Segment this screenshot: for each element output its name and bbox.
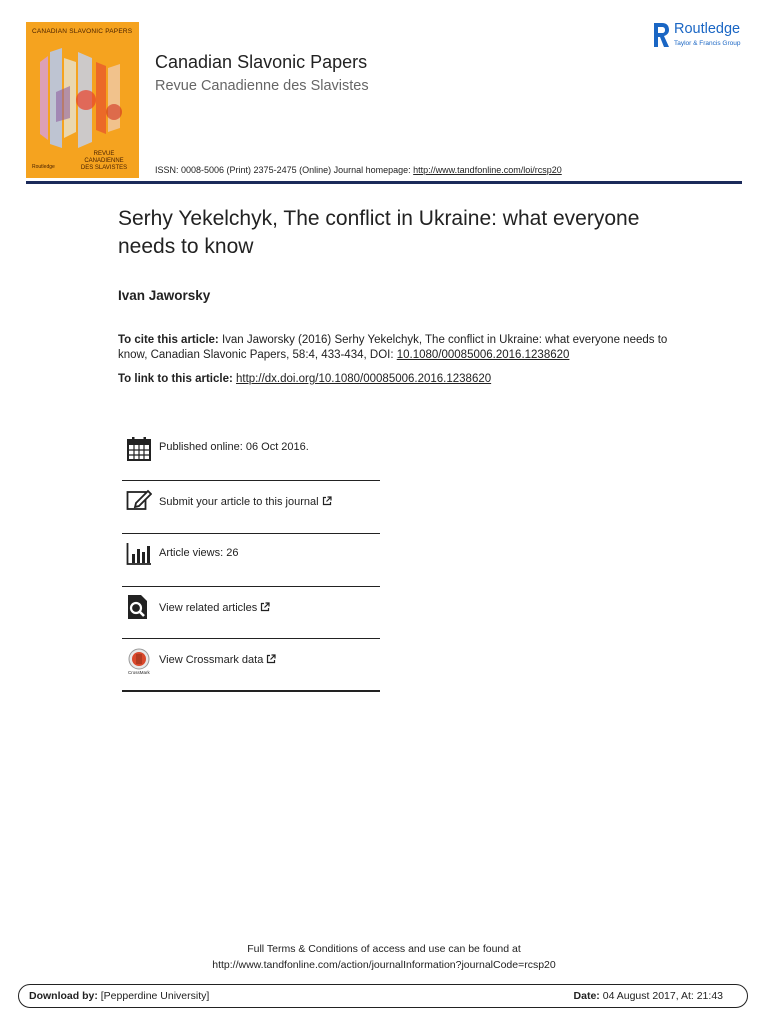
journal-subtitle: Revue Canadienne des Slavistes xyxy=(155,78,369,94)
external-link-icon xyxy=(322,496,332,506)
download-label: Download by: xyxy=(29,990,98,1002)
document-search-icon xyxy=(126,594,152,620)
info-divider xyxy=(122,638,380,639)
doi-link[interactable]: 10.1080/00085006.2016.1238620 xyxy=(396,349,570,361)
download-by xyxy=(29,990,209,1002)
journal-cover-image xyxy=(26,22,139,178)
info-divider xyxy=(122,586,380,587)
routledge-r-icon xyxy=(652,22,670,48)
cover-title: CANADIAN SLAVONIC PAPERS xyxy=(32,28,133,35)
publisher-name: Routledge xyxy=(674,21,741,37)
download-institution: [Pepperdine University] xyxy=(97,990,210,1002)
edit-icon xyxy=(126,488,152,514)
terms-line: Full Terms & Conditions of access and use can be found at xyxy=(247,943,521,955)
cite-label: To cite this article: xyxy=(118,334,219,346)
cite-text: Ivan Jaworsky (2016) Serhy Yekelchyk, The conflict in Ukraine: what everyone needs to know, Canadian Slavonic Papers, 58:4, 433-434, DOI: xyxy=(118,334,668,361)
header-divider xyxy=(26,181,742,184)
issn-text: ISSN: 0008-5006 (Print) 2375-2475 (Online) Journal homepage: xyxy=(155,165,414,175)
publisher-tagline: Taylor & Francis Group xyxy=(674,40,741,47)
article-views: Article views: 26 xyxy=(159,547,239,559)
info-divider xyxy=(122,480,380,481)
date-label: Date: xyxy=(573,990,600,1002)
journal-homepage-link[interactable]: http://www.tandfonline.com/loi/rcsp20 xyxy=(413,165,562,175)
issn-line xyxy=(155,165,562,175)
external-link-icon xyxy=(260,602,270,612)
bar-chart-icon xyxy=(126,541,152,567)
article-url-link[interactable]: http://dx.doi.org/10.1080/00085006.2016.1238620 xyxy=(236,373,492,385)
article-title: Serhy Yekelchyk, The conflict in Ukraine: what everyone needs to know xyxy=(118,207,640,258)
journal-title: Canadian Slavonic Papers xyxy=(155,52,368,72)
terms-url-link[interactable]: http://www.tandfonline.com/action/journalInformation?journalCode=rcsp20 xyxy=(212,959,556,971)
link-line xyxy=(118,373,491,385)
external-link-icon xyxy=(266,654,276,664)
related-articles-link[interactable]: View related articles xyxy=(159,602,270,614)
download-info-bar xyxy=(18,984,748,1008)
submit-article-row[interactable] xyxy=(122,486,380,518)
citation-block xyxy=(118,333,678,363)
related-articles-row[interactable] xyxy=(122,591,380,623)
calendar-icon xyxy=(126,436,152,462)
published-row xyxy=(122,434,380,466)
cover-subtitle: REVUE CANADIENNE DES SLAVISTES xyxy=(80,151,128,171)
submit-article-link[interactable]: Submit your article to this journal xyxy=(159,496,332,508)
crossmark-row[interactable] xyxy=(122,645,380,679)
article-views-row xyxy=(122,538,380,570)
download-date xyxy=(574,990,723,1002)
date-value: 04 August 2017, At: 21:43 xyxy=(599,990,723,1002)
article-author: Ivan Jaworsky xyxy=(118,288,211,303)
link-label: To link to this article: xyxy=(118,373,236,385)
info-divider xyxy=(122,533,380,534)
cover-publisher-mark: Routledge xyxy=(32,164,55,170)
crossmark-badge-label: CrossMark xyxy=(128,670,150,675)
routledge-logo xyxy=(652,20,752,50)
crossmark-link[interactable]: View Crossmark data xyxy=(159,654,276,666)
info-divider xyxy=(122,690,380,692)
terms-notice xyxy=(0,941,768,973)
published-date: Published online: 06 Oct 2016. xyxy=(159,441,309,453)
